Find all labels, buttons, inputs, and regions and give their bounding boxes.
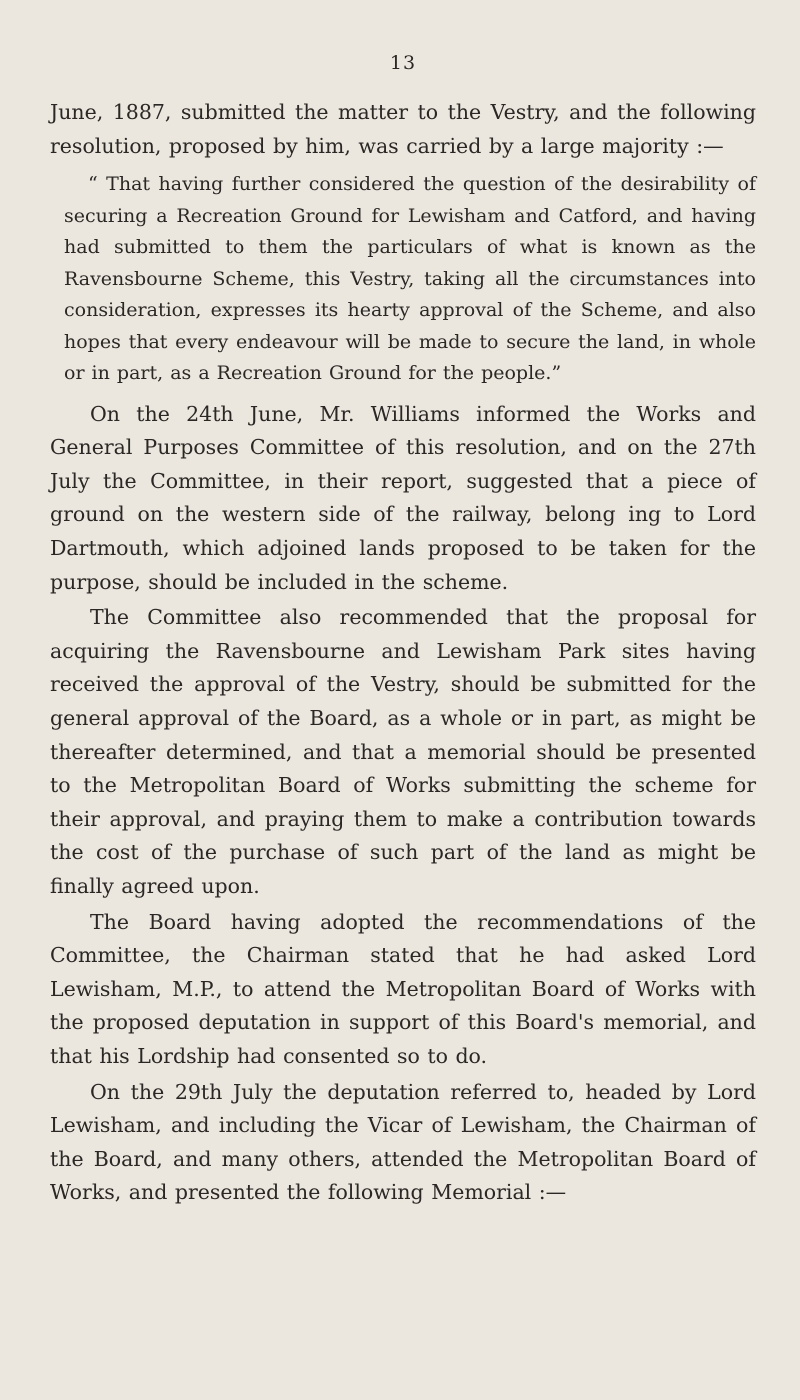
paragraph-board-adoption: The Board having adopted the recommendations of the Committee, the Chairman stated that he had asked Lord Lewisham, M.P., to attend the Metropolitan Board of Works with the proposed deputation in support of this Board's memorial, and that his Lordship had consented so to do. (50, 909, 756, 1068)
paragraph-24th-june: On the 24th June, Mr. Williams informed the Works and General Purposes Committee of this resolution, and on the 27th July the Committee, in their report, suggested that a piece of ground on the western side of the railway, belong ing to Lord Dartmouth, which adjoined lands proposed to be taken for the purpose, should be included in the scheme. (50, 401, 756, 594)
page-number: 13 (389, 52, 417, 74)
resolution-quote: “ That having further considered the question of the desirability of securing a Recreation Ground for Lewisham and Catford, and having had submitted to them the particulars of what is known as the Ravensbourne Scheme, this Vestry, taking all the circumstances into consideration, expresses its hearty approval of the Scheme, and also hopes that every endeavour will be made to secure the land, in whole or in part, as a Recreation Ground for the people.” (64, 173, 756, 385)
paragraph-29th-july: On the 29th July the deputation referred to, headed by Lord Lewisham, and including the Vicar of Lewisham, the Chairman of the Board, and many others, attended the Metropolitan Board of Works, and presented the following Memorial :— (50, 1079, 756, 1205)
opening-paragraph: June, 1887, submitted the matter to the Vestry, and the following resolution, proposed by him, was carried by a large majority :— (50, 100, 756, 158)
paragraph-committee-recommendation: The Committee also recommended that the proposal for acquiring the Ravensbourne and Lewisham Park sites having received the approval of the Vestry, should be submitted for the general approval of the Board, as a whole or in part, as might be thereafter determined, and that a memorial should be presented to the Metropolitan Board of Works submitting the scheme for their approval, and praying them to make a contribution towards the cost of the purchase of such part of the land as might be finally agreed upon. (50, 605, 756, 898)
